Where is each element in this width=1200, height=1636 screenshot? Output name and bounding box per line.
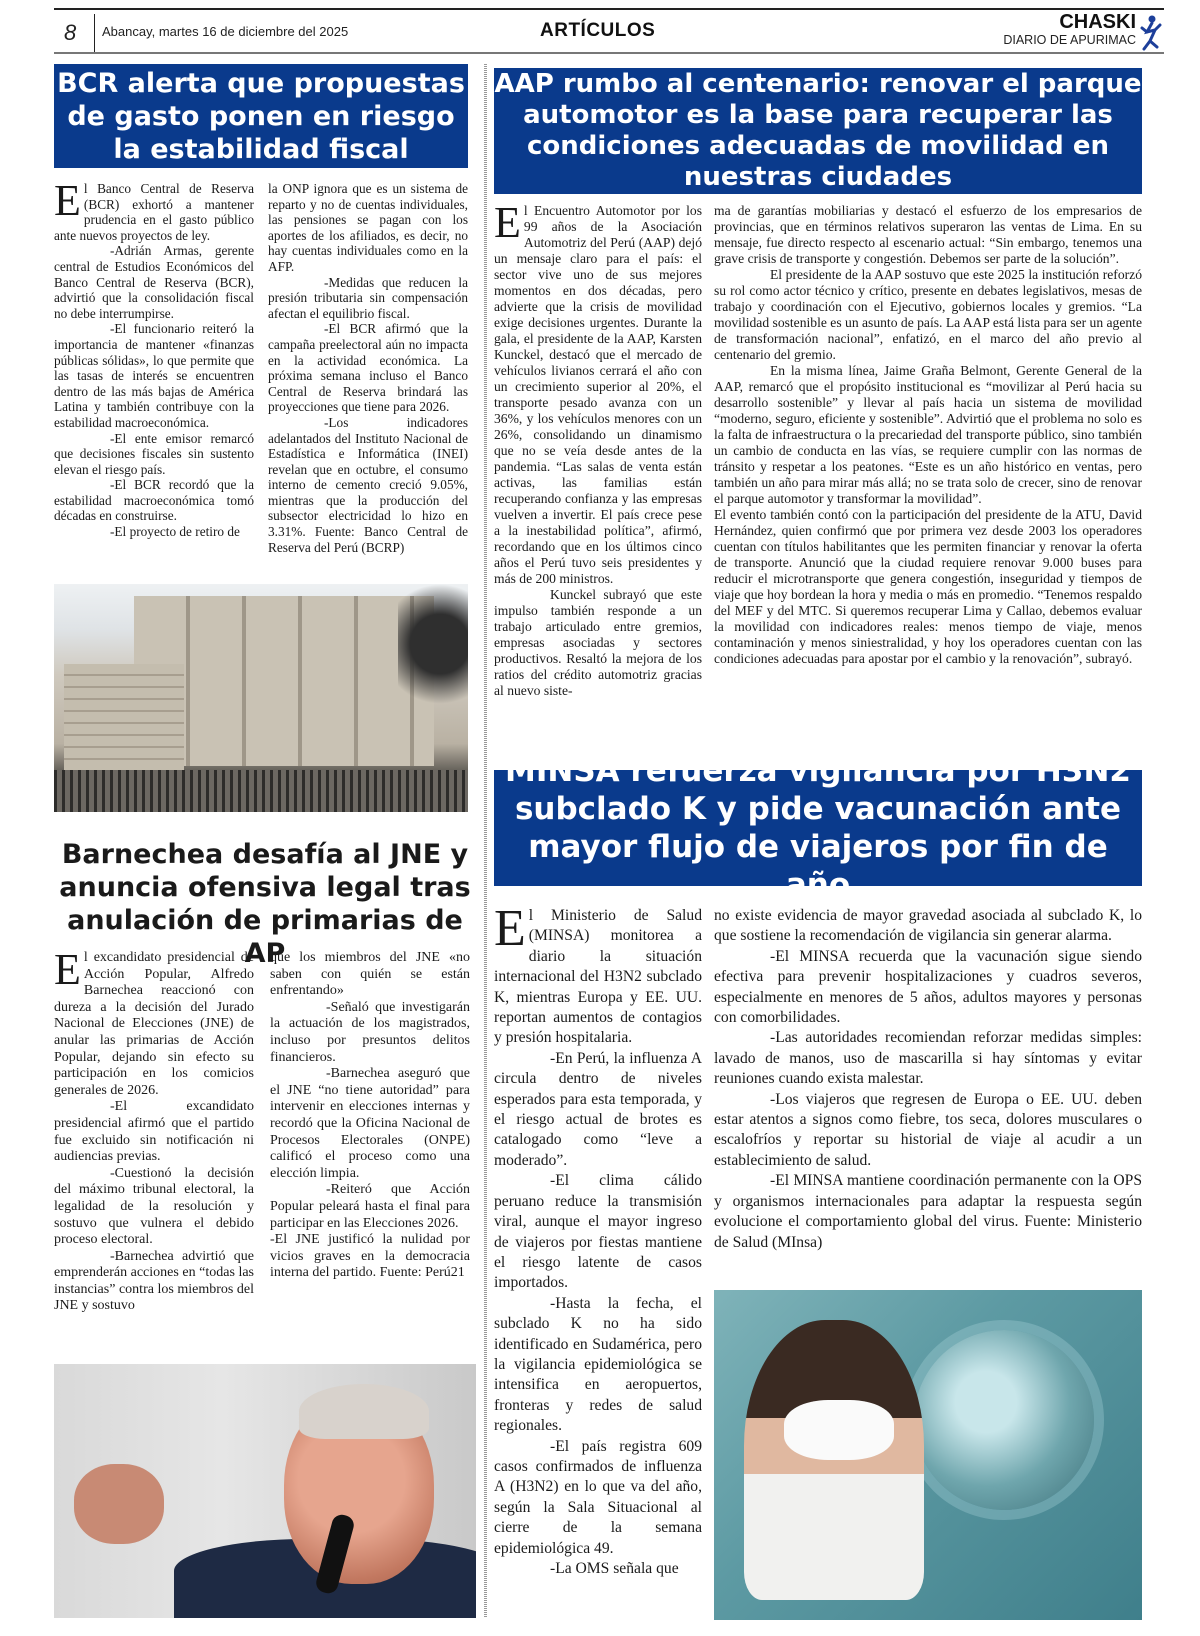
paragraph: En la misma línea, Jaime Graña Belmont, Gerente General de la AAP, remarcó que el propósito institucional es “movilizar al Perú hacia su desarrollo sostenible” y llevar al país hacia un sistema de movilidad “moderno, seguro, eficiente y sostenible”. Advirtió que el problema no solo es la falta de infraestructura o la precariedad del transporte público, sino también un cambio de conducta en las vías, se requiere cumplir con las normas de tránsito y respetar a los peatones. “Este es un año histórico en ventas, pero también un año para mirar más allá; no se trata solo de crecer, sino de renovar el parque automotor y transformar la movilidad”.: [714, 363, 1142, 506]
dropcap: E: [494, 198, 521, 247]
photo-woman: [744, 1320, 924, 1600]
paragraph: -Los indicadores adelantados del Instituto Nacional de Estadística e Informática (INEI) revelan que en octubre, el consumo interno de cemento creció 9.05%, mientras que la producción del subsector electricidad lo hizo en 3.31%. Fuente: Banco Central de Reserva del Perú (BCRP): [268, 414, 468, 555]
aap-headline: [494, 68, 1142, 194]
barnechea-photo: [54, 1364, 476, 1618]
paragraph: -Cuestionó la decisión del máximo tribunal electoral, la legalidad de la resolución y sostuvo que vulnera el debido proceso electoral.: [54, 1165, 254, 1248]
paragraph: -La OMS señala que: [550, 1560, 679, 1577]
headline-line: MINSA refuerza vigilancia por H3N2: [505, 753, 1131, 789]
brand-subtitle: DIARIO DE APURIMAC: [1003, 33, 1136, 47]
paragraph: -El MINSA recuerda que la vacunación sigue siendo efectiva para prevenir hospitalizaciones y cuadros severos, especialmente en menores de 5 años, adultos mayores y personas con comorbilidades.: [714, 947, 1142, 1027]
photo-fist: [74, 1464, 164, 1544]
bcr-headline: [54, 64, 468, 168]
headline-line: de gasto ponen en riesgo: [67, 100, 455, 132]
barnechea-column-2: [270, 950, 470, 1282]
headline-line: anulación de primarias de AP: [67, 905, 463, 969]
paragraph: ma de garantías mobiliarias y destacó el esfuerzo de los empresarios de provincias, que en términos relativos superaron las ventas de Lima. En su mensaje, fue directo respecto al escenario actual: “Sin embargo, tenemos una grave crisis de transporte y congestión. Debemos ser parte de la solución”.: [714, 203, 1142, 266]
headline-line: Barnechea desafía al JNE y: [61, 839, 469, 870]
barnechea-column-1: [54, 945, 254, 1315]
paragraph: -El BCR recordó que la estabilidad macroeconómica tomó décadas en construirse.: [54, 477, 254, 524]
photo-tissue: [784, 1400, 894, 1460]
paragraph: -En Perú, la influenza A circula dentro de niveles esperados para esta temporada, y el riesgo actual de brotes es catalogado como “leve a moderado”.: [494, 1049, 702, 1169]
headline-line: mayor flujo de viajeros por fin de año: [528, 829, 1108, 903]
paragraph: -El MINSA mantiene coordinación permanente con la OPS y organismos internacionales para adaptar la respuesta según evolucione el comportamiento global del virus. Fuente: Ministerio de Salud (MInsa): [714, 1172, 1142, 1251]
paragraph: -El BCR afirmó que la campaña preelectoral aún no impacta en la actividad económica. La próxima semana incluso el Banco Central de Reserva brindará las proyecciones que tiene para 2026.: [268, 321, 468, 415]
paragraph: no existe evidencia de mayor gravedad asociada al subclado K, lo que sostiene la recomendación de vigilancia sin generar alarma.: [714, 907, 1142, 945]
dropcap: E: [54, 945, 81, 994]
paragraph: El evento también contó con la participación del presidente de la ATU, David Hernández, quien confirmó que por primera vez desde 2003 los operadores cuentan con títulos habilitantes que les permiten financiar y renovar la oferta de transporte. Anunció que la ciudad requiere renovar 9.000 buses para reducir el microtransporte que genera congestión, inseguridad y tiempos de viaje que hoy bordean la hora y media o más en promedio. “Tenemos respaldo del MEF y del MTC. Si queremos recuperar Lima y Callao, debemos evaluar la movilidad con indicadores reales: menos tiempo de viaje, menos contaminación y menos siniestralidad, y hoy los operadores cuentan con las condiciones adecuadas para apostar por el cambio y la renovación”, subrayó.: [714, 507, 1142, 666]
paragraph: -Hasta la fecha, el subclado K no ha sido identificado en Sudamérica, pero la vigilancia epidemiológica se intensifica en aeropuertos, fronteras y redes de salud regionales.: [494, 1294, 702, 1435]
paragraph: la ONP ignora que es un sistema de reparto y no de cuentas individuales, las pensiones se pagan con los aportes de los afiliados, es decir, no hay cuentas individuales como en la AFP.: [268, 181, 468, 274]
dateline: Abancay, martes 16 de diciembre del 2025: [102, 24, 349, 39]
paragraph: -Barnechea advirtió que emprenderán acciones en “todas las instancias” contra los miembros del JNE y sostuvo: [54, 1248, 254, 1314]
paragraph: -El proyecto de retiro de: [110, 524, 240, 540]
paragraph: -El funcionario reiteró la importancia de mantener «finanzas públicas sólidas», lo que permite que las tasas de interés se encuentren dentro de las más bajas de América Latina y también contribuye con la estabilidad macroeconómica.: [54, 321, 254, 430]
photo-fence: [54, 770, 468, 812]
brand: [1003, 11, 1136, 47]
headline-line: anuncia ofensiva legal tras: [59, 872, 471, 903]
bcr-column-2: [268, 181, 468, 555]
paragraph: -Reiteró que Acción Popular peleará hasta el final para participar en las Elecciones 2026.: [270, 1182, 470, 1231]
bcr-column-1: [54, 176, 254, 540]
paragraph: -Barnechea aseguró que el JNE “no tiene autoridad” para intervenir en elecciones internas y recordó que la Oficina Nacional de Procesos Electorales (ONPE) calificó el proceso como una elección limpia.: [270, 1066, 470, 1181]
paragraph: -Las autoridades recomiendan reforzar medidas simples: lavado de manos, uso de mascarilla si hay síntomas y evitar reuniones cuando exista malestar.: [714, 1029, 1142, 1088]
paragraph: que los miembros del JNE «no saben con quién se están enfrentando»: [270, 950, 470, 999]
minsa-headline: [494, 753, 1142, 903]
paragraph: -El JNE justificó la nulidad por vicios graves en la democracia interna del partido. Fuente: Perú21: [270, 1232, 470, 1281]
headline-line: subclado K y pide vacunación ante: [514, 791, 1122, 827]
photo-tree: [398, 584, 468, 734]
paragraph: -Adrián Armas, gerente central de Estudios Económicos del Banco Central de Reserva (BCR), advirtió que la consolidación fiscal no debe interrumpirse.: [54, 243, 254, 321]
masthead: [54, 8, 1164, 54]
dropcap: E: [54, 176, 81, 225]
aap-column-1: [494, 198, 702, 699]
column-divider: [484, 64, 487, 1618]
paragraph: l Ministerio de Salud (MINSA) monitorea a diario la situación internacional del H3N2 subclado K, mientras Europa y EE. UU. reportan aumentos de contagios y presión hospitalaria.: [494, 907, 702, 1047]
headline-line: la estabilidad fiscal: [113, 133, 409, 165]
chaski-messenger-logo-icon: [1140, 14, 1162, 52]
header-divider: [94, 14, 95, 52]
headline-line: BCR alerta que propuestas: [57, 67, 465, 99]
paragraph: l Encuentro Automotor por los 99 años de la Asociación Automotriz del Perú (AAP) dejó un mensaje claro para el país: el sector vive uno de sus mejores momentos en dos décadas, pero advierte que la crisis de movilidad exige decisiones urgentes. Durante la gala, el presidente de la AAP, Karsten Kunckel, destacó que el mercado de vehículos livianos cerrará el año con un crecimiento superior al 20%, el transporte pesado avanza con un 36%, y los vehículos menores con un 26%, consolidando un dinamismo que no se veía desde antes de la pandemia. “Las salas de venta están activas, las familias están recuperando confianza y las empresas vuelven a invertir. El país crece pese a la inestabilidad política”, afirmó, recordando que en los últimos cinco años el Perú tuvo seis presidentes y más de 200 ministros.: [494, 203, 702, 586]
dropcap: E: [494, 900, 526, 957]
minsa-column-2: [714, 906, 1142, 1253]
paragraph: -Medidas que reducen la presión tributaria sin compensación afectan el equilibrio fiscal.: [268, 274, 468, 321]
paragraph: l excandidato presidencial de Acción Popular, Alfredo Barnechea reaccionó con dureza a la decisión del Jurado Nacional de Elecciones (JNE) de anular las primarias de Acción Popular, dejando sin efecto su participación en los comicios generales de 2026.: [54, 950, 254, 1098]
headline-line: AAP rumbo al centenario: renovar el parque: [494, 69, 1142, 99]
photo-virus-illustration: [914, 1330, 1094, 1510]
brand-name: CHASKI: [1059, 11, 1136, 33]
minsa-column-1: [494, 900, 702, 1579]
minsa-photo: [714, 1290, 1142, 1620]
paragraph: -Los viajeros que regresen de Europa o EE. UU. deben estar atentos a signos como fiebre, tos seca, dolores musculares o escalofríos y reportar su historial de viaje al acudir a un establecimiento de salud.: [714, 1090, 1142, 1169]
paragraph: -Señaló que investigarán la actuación de los magistrados, incluso por presuntos delitos financieros.: [270, 999, 470, 1065]
photo-building-side: [64, 664, 184, 774]
page-number: 8: [64, 20, 77, 45]
paragraph: l Banco Central de Reserva (BCR) exhortó a mantener prudencia en el gasto público ante nuevos proyectos de ley.: [54, 181, 254, 243]
aap-column-2: [714, 203, 1142, 667]
photo-hair: [299, 1384, 429, 1439]
paragraph: El presidente de la AAP sostuvo que este 2025 la institución reforzó su rol como actor técnico y crítico, presente en debates legislativos, mesas de trabajo y coordinación con el Ejecutivo, gobiernos locales y gremios. “La movilidad sostenible es un asunto de país. La AAP está lista para ser un agente de transformación nacional”, enfatizó, en el marco del año previo al centenario del gremio.: [714, 267, 1142, 362]
paragraph: -El país registra 609 casos confirmados de influenza A (H3N2) en lo que va del año, según la Sala Situacional al cierre de la semana epidemiológica 49.: [494, 1437, 702, 1557]
section-title: ARTÍCULOS: [540, 20, 656, 41]
paragraph: -El clima cálido peruano reduce la transmisión viral, aunque el mayor ingreso de viajeros por fiestas mantiene el riesgo latente de casos importados.: [494, 1172, 702, 1292]
paragraph: -El ente emisor remarcó que decisiones fiscales sin sustento elevan el riesgo país.: [54, 430, 254, 477]
headline-line: automotor es la base para recuperar las: [523, 100, 1113, 130]
paragraph: Kunckel subrayó que este impulso también responde a un trabajo articulado entre gremios, empresas asociadas y sectores productivos. Resaltó la mejora de los ratios del crédito automotriz gracias al nuevo siste-: [494, 587, 702, 698]
bcr-building-photo: [54, 584, 468, 812]
paragraph: -El excandidato presidencial afirmó que el partido fue excluido sin notificación ni audiencias previas.: [54, 1099, 254, 1165]
headline-line: condiciones adecuadas de movilidad en: [526, 131, 1109, 161]
headline-line: nuestras ciudades: [683, 162, 953, 192]
